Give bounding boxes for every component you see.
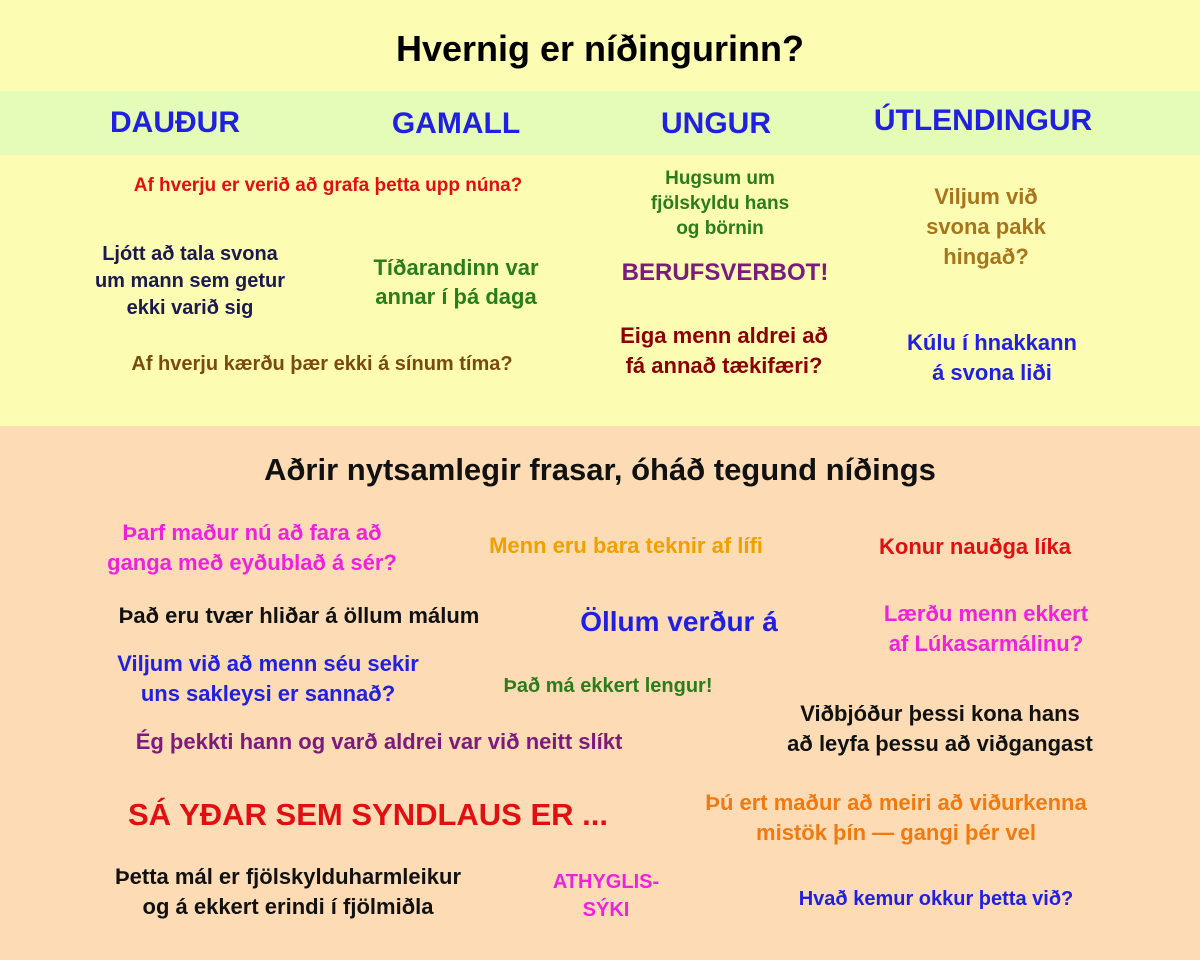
category-foreigner: ÚTLENDINGUR (873, 104, 1093, 137)
phrase-ljott-line: Ljótt að tala svona (102, 243, 278, 265)
phrase-tidarandinn-line: Tíðarandinn var (373, 255, 539, 280)
phrase-mistok-line: mistök þín — gangi þér vel (756, 820, 1036, 845)
phrase-viljum-pakk-line: Viljum við (934, 184, 1038, 209)
category-young: UNGUR (661, 107, 771, 140)
category-old: GAMALL (391, 107, 521, 140)
phrase-laerdu-line: af Lúkasarmálinu? (888, 631, 1084, 656)
category-dead: DAUÐUR (110, 106, 240, 139)
phrase-laerdu-line: Lærðu menn ekkert (883, 601, 1089, 626)
phrase-hugsum-line: Hugsum um (665, 168, 775, 189)
phrase-fjolskyldu-line: og á ekkert erindi í fjölmiðla (142, 894, 434, 919)
phrase-kulu-line: á svona liði (932, 360, 1052, 385)
phrase-ollum: Öllum verður á (580, 606, 778, 637)
phrase-ljott-line: um mann sem getur (94, 270, 286, 292)
phrase-sekir-line: uns sakleysi er sannað? (140, 681, 396, 706)
phrase-hugsum-line: fjölskyldu hans (650, 193, 790, 214)
page-title: Hvernig er níðingurinn? (395, 28, 804, 69)
phrase-konur: Konur nauðga líka (879, 534, 1071, 559)
phrase-thekkti: Ég þekkti hann og varð aldrei var við neitt slíkt (135, 729, 623, 754)
phrase-eydublad-line: Þarf maður nú að fara að (122, 520, 382, 545)
phrase-teknir: Menn eru bara teknir af lífi (489, 533, 763, 558)
phrase-hlidar: Það eru tvær hliðar á öllum málum (118, 603, 480, 628)
phrase-kaerdu: Af hverju kærðu þær ekki á sínum tíma? (131, 353, 513, 375)
phrase-vidbjodur-line: Viðbjóður þessi kona hans (800, 701, 1080, 726)
phrase-mistok-line: Þú ert maður að meiri að viðurkenna (705, 790, 1087, 815)
phrase-athyglis-line: ATHYGLIS- (552, 871, 660, 893)
phrase-fjolskyldu-line: Þetta mál er fjölskylduharmleikur (114, 864, 462, 889)
phrase-syndlaus: SÁ YÐAR SEM SYNDLAUS ER ... (127, 797, 608, 832)
phrase-kulu-line: Kúlu í hnakkann (907, 330, 1077, 355)
phrase-eiga-line: fá annað tækifæri? (625, 353, 823, 378)
phrase-viljum-pakk-line: svona pakk (926, 214, 1046, 239)
phrase-eydublad-line: ganga með eyðublað á sér? (107, 550, 397, 575)
phrase-eiga-line: Eiga menn aldrei að (620, 323, 828, 348)
phrase-grafa: Af hverju er verið að grafa þetta upp núna? (133, 175, 523, 196)
phrase-hugsum-line: og börnin (676, 218, 764, 239)
phrase-sekir-line: Viljum við að menn séu sekir (117, 651, 419, 676)
phrase-berufsverbot: BERUFSVERBOT! (621, 259, 829, 286)
phrase-lengur: Það má ekkert lengur! (503, 675, 713, 697)
phrase-athyglis-line: SÝKI (582, 899, 630, 921)
phrase-viljum-pakk-line: hingað? (943, 244, 1029, 269)
phrase-hvad: Hvað kemur okkur þetta við? (798, 888, 1074, 910)
section2-title: Aðrir nytsamlegir frasar, óháð tegund níðings (264, 452, 936, 487)
phrase-tidarandinn-line: annar í þá daga (375, 284, 537, 309)
phrase-vidbjodur-line: að leyfa þessu að viðgangast (787, 731, 1093, 756)
phrase-ljott-line: ekki varið sig (126, 297, 254, 319)
